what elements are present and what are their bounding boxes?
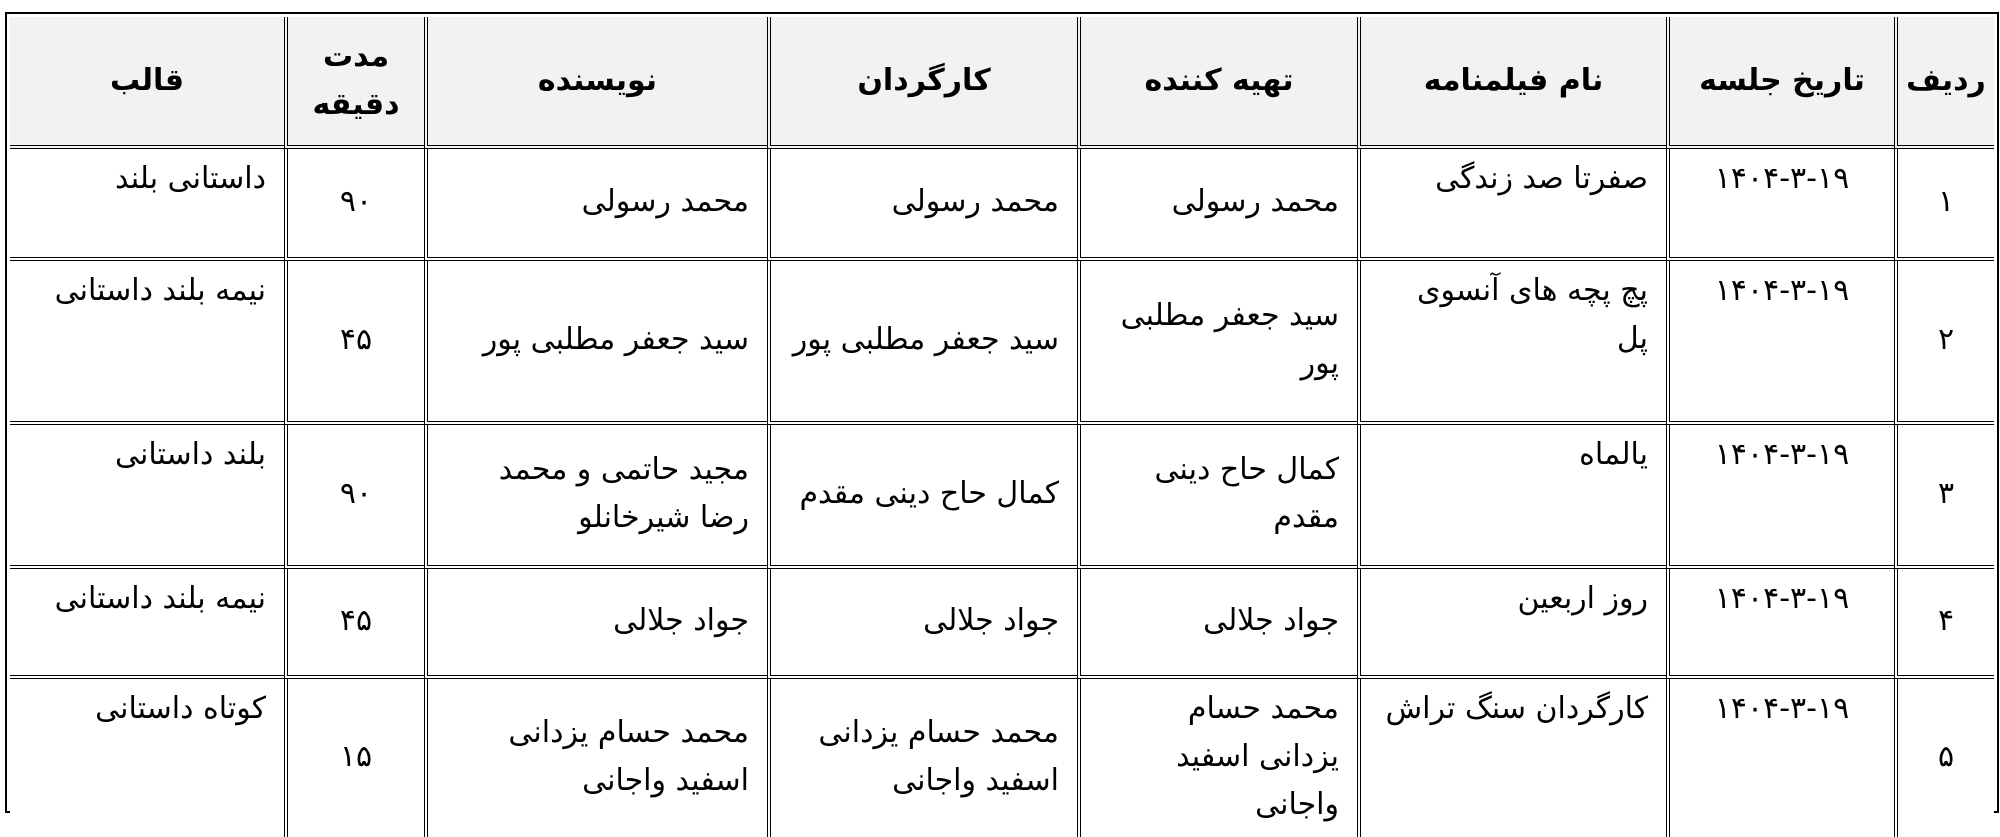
cell-duration: ۴۵: [284, 261, 424, 425]
cell-director: سید جعفر مطلبی پور: [767, 261, 1077, 425]
table-row: [10, 569, 1994, 679]
header-session-date: تاریخ جلسه: [1666, 17, 1894, 149]
header-format: قالب: [10, 17, 284, 149]
cell-producer: جواد جلالی: [1077, 569, 1357, 679]
cell-director: محمد رسولی: [767, 149, 1077, 261]
cell-row-number: ۴: [1894, 569, 1994, 679]
header-duration: [284, 17, 424, 149]
cell-director: محمد حسام یزدانی اسفید واجانی: [767, 679, 1077, 837]
cell-session-date: ۱۴۰۴-۳-۱۹: [1666, 425, 1894, 569]
header-writer: نویسنده: [424, 17, 767, 149]
cell-session-date: ۱۴۰۴-۳-۱۹: [1666, 149, 1894, 261]
cell-screenplay-title: صفرتا صد زندگی: [1357, 149, 1666, 261]
header-screenplay-title: نام فیلمنامه: [1357, 17, 1666, 149]
cell-row-number: ۲: [1894, 261, 1994, 425]
cell-duration: ۱۵: [284, 679, 424, 837]
table-row: [10, 425, 1994, 569]
cell-session-date: ۱۴۰۴-۳-۱۹: [1666, 261, 1894, 425]
cell-format: کوتاه داستانی: [10, 679, 284, 837]
header-row-number: ردیف: [1894, 17, 1994, 149]
cell-session-date: ۱۴۰۴-۳-۱۹: [1666, 569, 1894, 679]
cell-screenplay-title: روز اربعین: [1357, 569, 1666, 679]
cell-writer: مجید حاتمی و محمد رضا شیرخانلو: [424, 425, 767, 569]
cell-format: نیمه بلند داستانی: [10, 261, 284, 425]
cell-writer: جواد جلالی: [424, 569, 767, 679]
table-header-row: [10, 17, 1994, 149]
cell-producer: محمد رسولی: [1077, 149, 1357, 261]
cell-producer: محمد حسام یزدانی اسفید واجانی: [1077, 679, 1357, 837]
cell-screenplay-title: پچ پچه های آنسوی پل: [1357, 261, 1666, 425]
cell-row-number: ۱: [1894, 149, 1994, 261]
header-duration-line2: دقیقه: [312, 87, 400, 122]
cell-format: داستانی بلند: [10, 149, 284, 261]
cell-duration: ۹۰: [284, 425, 424, 569]
header-duration-line1: مدت: [322, 39, 390, 74]
table-row: [10, 149, 1994, 261]
cell-director: کمال حاح دینی مقدم: [767, 425, 1077, 569]
cell-row-number: ۳: [1894, 425, 1994, 569]
cell-director: جواد جلالی: [767, 569, 1077, 679]
header-director: کارگردان: [767, 17, 1077, 149]
cell-format: نیمه بلند داستانی: [10, 569, 284, 679]
cell-duration: ۴۵: [284, 569, 424, 679]
header-producer: تهیه کننده: [1077, 17, 1357, 149]
cell-screenplay-title: کارگردان سنگ تراش: [1357, 679, 1666, 837]
screenplay-sessions-document: [5, 12, 1999, 822]
cell-writer: سید جعفر مطلبی پور: [424, 261, 767, 425]
screenplay-table: [10, 17, 1994, 837]
cell-producer: سید جعفر مطلبی پور: [1077, 261, 1357, 425]
cell-format: بلند داستانی: [10, 425, 284, 569]
cell-writer: محمد حسام یزدانی اسفید واجانی: [424, 679, 767, 837]
cell-duration: ۹۰: [284, 149, 424, 261]
cell-screenplay-title: یالماه: [1357, 425, 1666, 569]
table-row: [10, 679, 1994, 837]
cell-producer: کمال حاح دینی مقدم: [1077, 425, 1357, 569]
cell-writer: محمد رسولی: [424, 149, 767, 261]
cell-session-date: ۱۴۰۴-۳-۱۹: [1666, 679, 1894, 837]
table-row: [10, 261, 1994, 425]
cell-row-number: ۵: [1894, 679, 1994, 837]
